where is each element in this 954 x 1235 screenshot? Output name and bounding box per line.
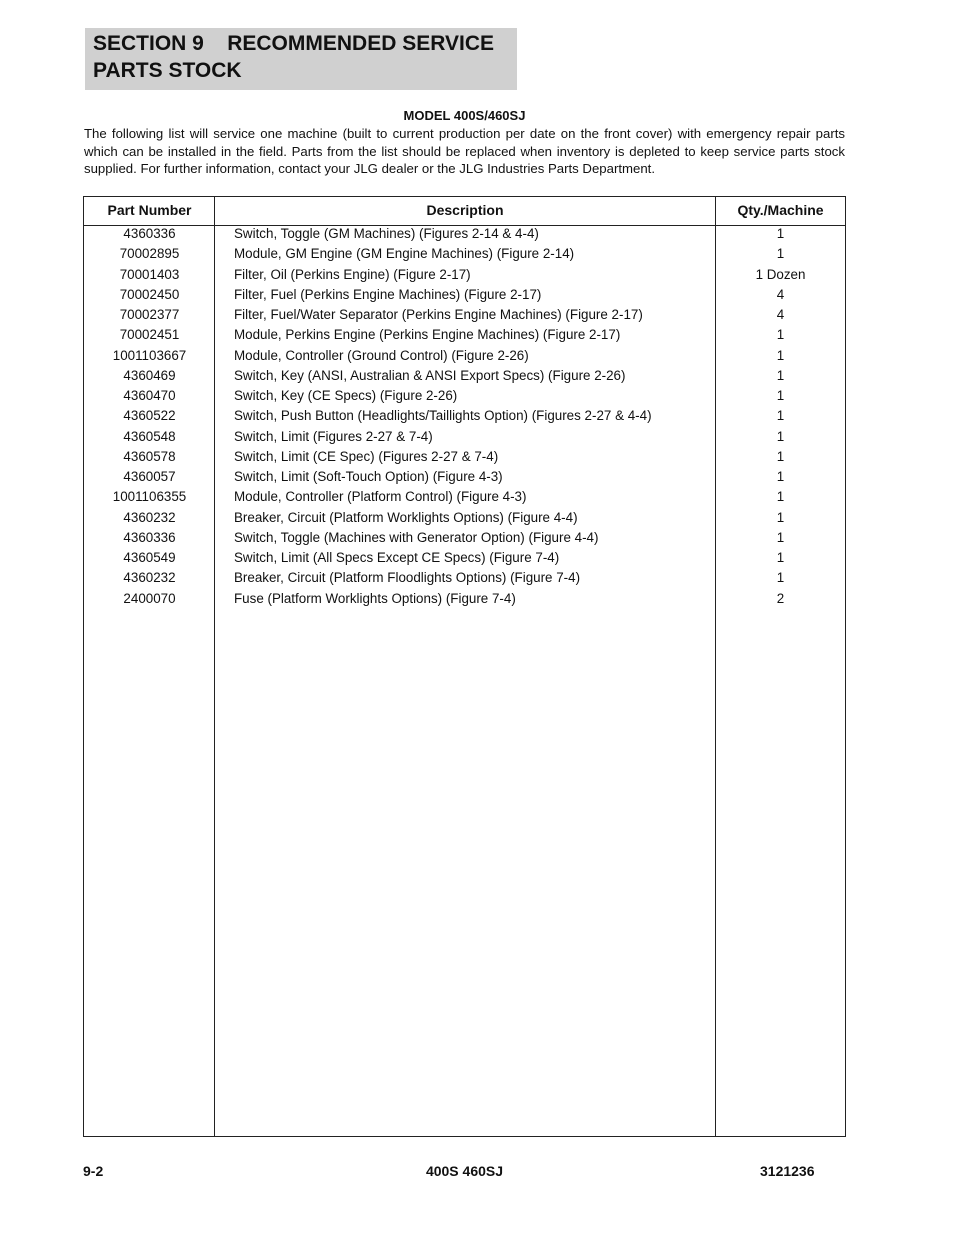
footer-model: 400S 460SJ	[425, 1163, 504, 1179]
description-cell: Breaker, Circuit (Platform Floodlights Options) (Figure 7-4)	[234, 570, 581, 586]
part-number-cell: 4360549	[123, 550, 176, 565]
qty-cell: 1	[776, 327, 785, 343]
table-row	[84, 487, 845, 507]
part-number-cell: 4360232	[123, 570, 176, 586]
description-cell: Breaker, Circuit (Platform Worklights Options) (Figure 4-4)	[234, 509, 578, 525]
description-cell: Switch, Key (ANSI, Australian & ANSI Export Specs) (Figure 2-26)	[234, 367, 626, 383]
qty-cell: 1	[776, 428, 785, 444]
table-row	[84, 406, 845, 426]
table-row	[84, 528, 845, 548]
section-title-line-1: SECTION 9 RECOMMENDED SERVICE	[93, 32, 495, 55]
qty-cell: 1	[776, 469, 785, 484]
header-description: Description	[426, 202, 504, 218]
table-row	[84, 305, 845, 325]
description-cell: Module, GM Engine (GM Engine Machines) (Figure 2-14)	[234, 246, 575, 262]
part-number-cell: 4360336	[123, 529, 176, 545]
part-number-cell: 4360548	[123, 428, 176, 444]
qty-cell: 1	[776, 448, 785, 464]
table-row	[84, 265, 845, 285]
qty-cell: 1	[776, 246, 785, 262]
part-number-cell: 4360470	[123, 388, 176, 403]
part-number-cell: 4360336	[123, 226, 176, 241]
description-cell: Fuse (Platform Worklights Options) (Figure 7-4)	[234, 590, 516, 606]
part-number-cell: 4360578	[123, 448, 176, 464]
qty-cell: 1	[776, 509, 785, 525]
description-cell: Switch, Limit (Figures 2-27 & 7-4)	[234, 428, 433, 444]
table-row	[84, 589, 845, 609]
description-cell: Switch, Toggle (Machines with Generator Option) (Figure 4-4)	[234, 529, 599, 545]
model-title: MODEL 400S/460SJ	[403, 108, 526, 123]
description-cell: Module, Controller (Ground Control) (Figure 2-26)	[234, 347, 529, 363]
description-cell: Switch, Key (CE Specs) (Figure 2-26)	[234, 388, 458, 403]
table-row	[84, 224, 845, 244]
part-number-cell: 70002451	[119, 327, 180, 343]
part-number-cell: 4360469	[123, 367, 176, 383]
part-number-cell: 2400070	[123, 590, 176, 606]
description-cell: Switch, Limit (CE Spec) (Figures 2-27 & 7-4)	[234, 448, 499, 464]
part-number-cell: 4360522	[123, 408, 176, 424]
table-row	[84, 568, 845, 588]
qty-cell: 1	[776, 529, 785, 545]
qty-cell: 4	[776, 286, 785, 302]
description-cell: Module, Controller (Platform Control) (Figure 4-3)	[234, 489, 527, 505]
header-part-number: Part Number	[107, 202, 192, 218]
table-row	[84, 447, 845, 467]
description-cell: Switch, Limit (Soft-Touch Option) (Figure 4-3)	[234, 469, 503, 484]
qty-cell: 1	[776, 347, 785, 363]
description-cell: Switch, Limit (All Specs Except CE Specs) (Figure 7-4)	[234, 550, 560, 565]
qty-cell: 1 Dozen	[755, 266, 806, 282]
table-row	[84, 508, 845, 528]
table-row	[84, 366, 845, 386]
table-row	[84, 285, 845, 305]
qty-cell: 1	[776, 408, 785, 424]
header-qty: Qty./Machine	[737, 202, 824, 218]
table-row	[84, 244, 845, 264]
part-number-cell: 1001106355	[112, 489, 187, 505]
qty-cell: 1	[776, 550, 785, 565]
part-number-cell: 70002895	[119, 246, 180, 262]
description-cell: Filter, Oil (Perkins Engine) (Figure 2-17)	[234, 266, 471, 282]
intro-paragraph: The following list will service one machine (built to current production per date on the front cover) with emergency repair parts which can be installed in the field. Parts from the list should be replaced when inventory is depleted to keep service parts stock supplied. For further information, contact your JLG dealer or the JLG Industries Parts Department.	[84, 126, 845, 176]
part-number-cell: 70001403	[119, 266, 180, 282]
section-title-line-2: PARTS STOCK	[93, 59, 242, 82]
description-cell: Filter, Fuel/Water Separator (Perkins Engine Machines) (Figure 2-17)	[234, 307, 643, 322]
parts-table	[83, 196, 846, 1137]
table-row	[84, 548, 845, 568]
qty-cell: 4	[776, 307, 785, 322]
part-number-cell: 70002450	[119, 286, 180, 302]
description-cell: Module, Perkins Engine (Perkins Engine Machines) (Figure 2-17)	[234, 327, 621, 343]
qty-cell: 1	[776, 226, 785, 241]
qty-cell: 2	[776, 590, 785, 606]
qty-cell: 1	[776, 367, 785, 383]
table-row	[84, 325, 845, 345]
qty-cell: 1	[776, 388, 785, 403]
description-cell: Switch, Push Button (Headlights/Taillights Option) (Figures 2-27 & 4-4)	[234, 408, 652, 424]
table-header-row	[84, 197, 845, 226]
qty-cell: 1	[776, 570, 785, 586]
footer-doc-number: 3121236	[760, 1163, 815, 1179]
qty-cell: 1	[776, 489, 785, 505]
table-row	[84, 386, 845, 406]
description-cell: Filter, Fuel (Perkins Engine Machines) (Figure 2-17)	[234, 286, 542, 302]
part-number-cell: 4360057	[123, 469, 176, 484]
table-row	[84, 467, 845, 487]
footer-page-number: 9-2	[83, 1163, 104, 1179]
part-number-cell: 70002377	[119, 307, 180, 322]
part-number-cell: 1001103667	[112, 347, 187, 363]
section-header	[85, 28, 517, 90]
table-row	[84, 346, 845, 366]
part-number-cell: 4360232	[123, 509, 176, 525]
table-row	[84, 427, 845, 447]
description-cell: Switch, Toggle (GM Machines) (Figures 2-14 & 4-4)	[234, 226, 539, 241]
